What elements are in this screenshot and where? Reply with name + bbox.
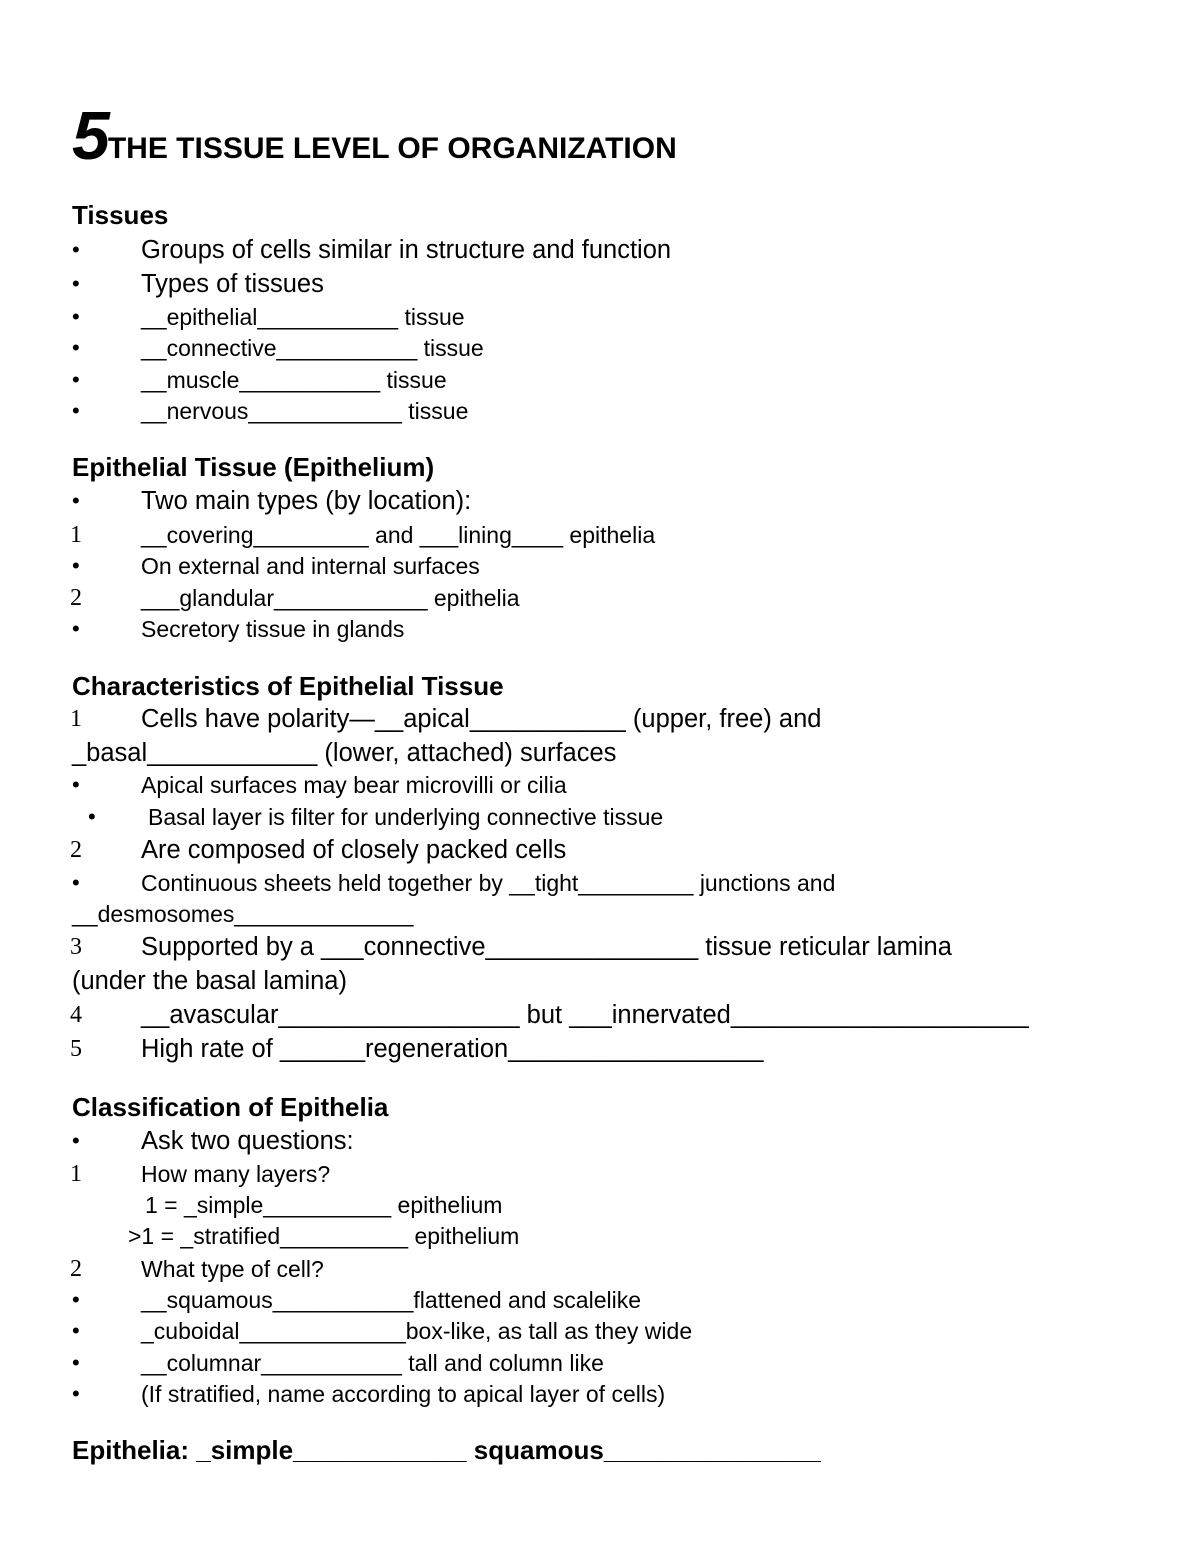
bullet: • — [72, 870, 80, 895]
item-number: 1 — [70, 522, 82, 548]
list-item — [0, 269, 1200, 299]
bullet: • — [72, 616, 80, 641]
list-item — [0, 932, 1200, 962]
bullet: • — [88, 804, 96, 829]
bullet: • — [72, 1350, 80, 1375]
fill-in-blank: __desmosomes______________ — [72, 901, 414, 927]
list-item-text: How many layers? — [141, 1161, 331, 1187]
item-number: 2 — [70, 837, 82, 863]
bullet: • — [72, 553, 80, 578]
bullet: • — [72, 1381, 80, 1406]
item-number: 3 — [70, 934, 82, 960]
bullet: • — [72, 367, 80, 392]
list-item-continuation — [0, 738, 1200, 768]
bullet: • — [72, 398, 80, 423]
fill-in-blank: __covering_________ and ___lining____ epithelia — [141, 522, 656, 548]
section-heading-epithelia: Epithelia: _simple____________ squamous_______________ — [72, 1435, 821, 1465]
fill-in-blank: Supported by a ___connective_______________ tissue reticular lamina — [141, 933, 952, 961]
fill-in-blank: __epithelial___________ tissue — [141, 304, 465, 330]
list-item — [0, 1000, 1200, 1030]
list-item-text: Ask two questions: — [141, 1127, 354, 1155]
list-item-text: Types of tissues — [141, 270, 324, 298]
list-item — [0, 770, 1200, 800]
list-item-text: Groups of cells similar in structure and function — [141, 236, 672, 264]
list-item — [0, 1034, 1200, 1064]
item-number: 1 — [70, 1161, 82, 1187]
fill-in-blank: __connective___________ tissue — [141, 335, 484, 361]
bullet: • — [72, 304, 80, 329]
bullet: • — [72, 237, 80, 262]
bullet: • — [72, 335, 80, 360]
item-number: 2 — [70, 585, 82, 611]
list-item — [0, 1159, 1200, 1189]
fill-in-blank: __nervous____________ tissue — [141, 398, 469, 424]
fill-in-blank: __columnar___________ tall and column like — [141, 1350, 604, 1376]
bullet: • — [72, 1128, 80, 1153]
chapter-title: THE TISSUE LEVEL OF ORGANIZATION — [107, 132, 677, 165]
fill-in-blank: ___glandular____________ epithelia — [141, 585, 520, 611]
item-number: 5 — [70, 1036, 82, 1062]
list-item — [0, 1254, 1200, 1284]
fill-in-blank: High rate of ______regeneration__________________ — [141, 1035, 764, 1063]
bullet: • — [72, 488, 80, 513]
list-item-sub — [0, 1221, 1200, 1251]
list-item-sub — [0, 1190, 1200, 1220]
list-item-text: Basal layer is filter for underlying connective tissue — [148, 804, 664, 830]
fill-in-blank: __muscle___________ tissue — [141, 367, 447, 393]
list-item — [0, 704, 1200, 734]
bullet: • — [72, 772, 80, 797]
list-item — [0, 235, 1200, 265]
list-item — [0, 551, 1200, 581]
fill-in-blank: >1 = _stratified__________ epithelium — [128, 1223, 520, 1249]
section-heading-epithelial: Epithelial Tissue (Epithelium) — [72, 452, 435, 482]
section-heading-classification: Classification of Epithelia — [72, 1092, 389, 1122]
chapter-title-row — [72, 98, 677, 174]
bullet: • — [72, 1287, 80, 1312]
list-item — [0, 1126, 1200, 1156]
list-item-text: (If stratified, name according to apical layer of cells) — [141, 1381, 666, 1407]
list-item-text: (under the basal lamina) — [72, 967, 347, 995]
list-item — [0, 583, 1200, 613]
list-item — [0, 333, 1200, 363]
item-number: 1 — [70, 706, 82, 732]
list-item — [0, 835, 1200, 865]
list-item — [0, 486, 1200, 516]
list-item — [0, 802, 1200, 832]
bullet: • — [72, 271, 80, 296]
list-item-text: Apical surfaces may bear microvilli or cilia — [141, 772, 567, 798]
list-item — [0, 1285, 1200, 1315]
bullet: • — [72, 1318, 80, 1343]
fill-in-blank: __avascular_________________ but ___innervated_____________________ — [141, 1001, 1029, 1029]
list-item-continuation — [0, 899, 1200, 929]
fill-in-blank: _basal____________ (lower, attached) surfaces — [72, 739, 617, 767]
list-item — [0, 302, 1200, 332]
chapter-number: 5 — [72, 98, 108, 174]
list-item — [0, 1379, 1200, 1409]
list-item-text: Are composed of closely packed cells — [141, 836, 567, 864]
list-item — [0, 520, 1200, 550]
list-item-text: On external and internal surfaces — [141, 553, 480, 579]
list-item — [0, 614, 1200, 644]
list-item — [0, 1348, 1200, 1378]
list-item — [0, 1316, 1200, 1346]
fill-in-blank: __squamous___________flattened and scalelike — [141, 1287, 642, 1313]
list-item-text: Secretory tissue in glands — [141, 616, 405, 642]
list-item-continuation — [0, 966, 1200, 996]
list-item — [0, 365, 1200, 395]
fill-in-blank: Continuous sheets held together by __tight_________ junctions and — [141, 870, 836, 896]
item-number: 2 — [70, 1256, 82, 1282]
list-item-text: Two main types (by location): — [141, 487, 472, 515]
list-item — [0, 868, 1200, 898]
item-number: 4 — [70, 1002, 82, 1028]
list-item-text: What type of cell? — [141, 1256, 324, 1282]
fill-in-blank: Cells have polarity—__apical___________ (upper, free) and — [141, 705, 822, 733]
list-item — [0, 396, 1200, 426]
fill-in-blank: 1 = _simple__________ epithelium — [145, 1192, 503, 1218]
fill-in-blank: _cuboidal_____________box-like, as tall as they wide — [141, 1318, 693, 1344]
section-heading-tissues: Tissues — [72, 200, 169, 230]
section-heading-characteristics: Characteristics of Epithelial Tissue — [72, 671, 504, 701]
